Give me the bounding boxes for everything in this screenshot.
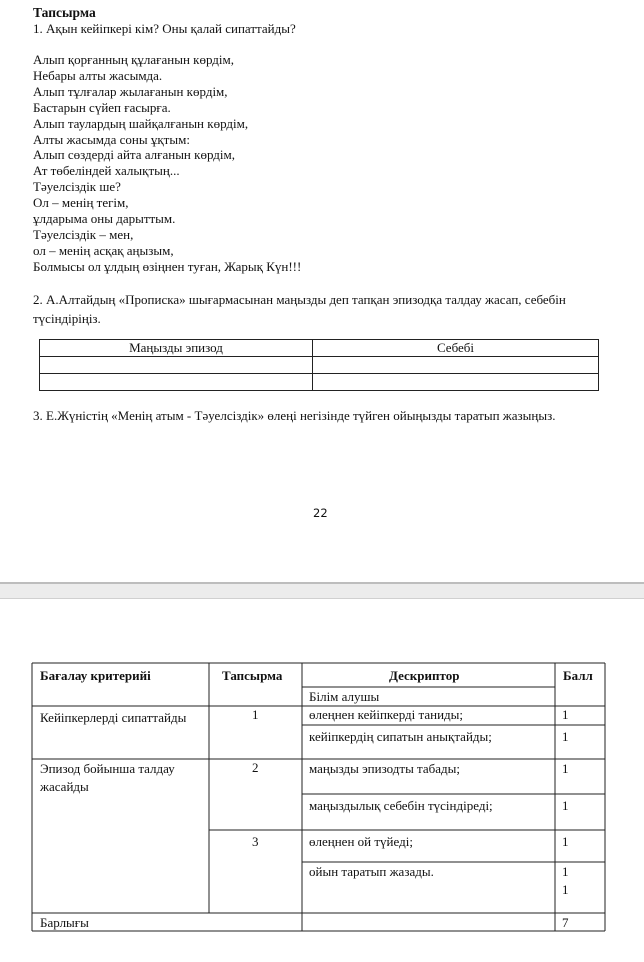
poem-line: ұлдарыма оны дарыттым. xyxy=(33,211,176,227)
task-number: 3 xyxy=(252,834,259,849)
descriptor: өлеңнен ой түйеді; xyxy=(309,834,413,849)
page-number: 22 xyxy=(313,506,328,520)
header-task: Тапсырма xyxy=(222,668,283,683)
poem-line: Небары алты жасымда. xyxy=(33,67,163,83)
episode-table-header xyxy=(40,340,599,357)
descriptor: маңыздылық себебін түсіндіреді; xyxy=(309,798,493,813)
criterion-2: Эпизод бойынша талдау жасайды xyxy=(40,761,175,794)
score: 1 xyxy=(562,864,569,879)
score: 1 xyxy=(562,707,569,722)
descriptor: кейіпкердің сипатын анықтайды; xyxy=(309,729,492,744)
table-row xyxy=(40,357,599,374)
table-row xyxy=(40,374,599,391)
score: 1 xyxy=(562,834,569,849)
poem-line: ол – менің асқақ аңызым, xyxy=(33,242,174,258)
header-criteria: Бағалау критерийі xyxy=(40,668,151,683)
poem-line: Ол – менің тегім, xyxy=(33,195,129,211)
header-episode: Маңызды эпизод xyxy=(40,340,313,357)
score: 1 xyxy=(562,882,569,897)
score: 1 xyxy=(562,798,569,813)
reason-cell[interactable] xyxy=(313,374,599,391)
question-1: 1. Ақын кейіпкері кім? Оны қалай сипаттайды? xyxy=(33,21,296,36)
episode-cell[interactable] xyxy=(40,357,313,374)
poem-line: Алып таулардың шайқалғанын көрдім, xyxy=(33,115,249,131)
poem xyxy=(33,52,301,275)
poem-line: Алты жасымда соны ұқтым: xyxy=(33,131,190,147)
task-number: 1 xyxy=(252,707,259,722)
total-score: 7 xyxy=(562,915,569,930)
descriptor: маңызды эпизодты табады; xyxy=(309,761,461,776)
poem-line: Алып тұлғалар жылағанын көрдім, xyxy=(33,83,228,99)
poem-line: Тәуелсіздік ше? xyxy=(33,179,121,195)
criterion-1: Кейіпкерлерді сипаттайды xyxy=(40,710,187,725)
poem-line: Алып қорғанның құлағанын көрдім, xyxy=(33,52,235,67)
reason-cell[interactable] xyxy=(313,357,599,374)
descriptor: ойын таратып жазады. xyxy=(309,864,434,879)
header-score: Балл xyxy=(563,668,593,683)
score: 1 xyxy=(562,729,569,744)
poem-line: Тәуелсіздік – мен, xyxy=(33,226,134,242)
descriptor: өлеңнен кейіпкерді таниды; xyxy=(309,707,463,722)
poem-line: Алып сөздерді айта алғанын көрдім, xyxy=(33,147,235,163)
descriptor-subheader: Білім алушы xyxy=(309,689,380,704)
episode-table xyxy=(39,339,599,391)
header-descriptor: Дескриптор xyxy=(389,668,460,683)
question-3: 3. Е.Жүністің «Менің атым - Тәуелсіздік» өлеңі негізінде түйген ойыңызды таратып жазыңыз. xyxy=(33,408,556,423)
poem-line: Болмысы ол ұлдың өзіңнен туған, Жарық Күн!!! xyxy=(33,258,302,274)
task-number: 2 xyxy=(252,760,259,775)
total-label: Барлығы xyxy=(40,915,89,930)
episode-cell[interactable] xyxy=(40,374,313,391)
task-title: Тапсырма xyxy=(33,5,96,20)
header-reason: Себебі xyxy=(313,340,599,357)
question-2: 2. А.Алтайдың «Прописка» шығармасынан маңызды деп тапқан эпизодқа талдау жасап, себебін түсіндіріңіз. xyxy=(33,292,566,326)
page-break xyxy=(0,582,644,599)
poem-line: Бастарын сүйеп ғасырға. xyxy=(33,99,171,115)
score: 1 xyxy=(562,761,569,776)
poem-line: Ат төбеліндей халықтың... xyxy=(33,163,180,179)
